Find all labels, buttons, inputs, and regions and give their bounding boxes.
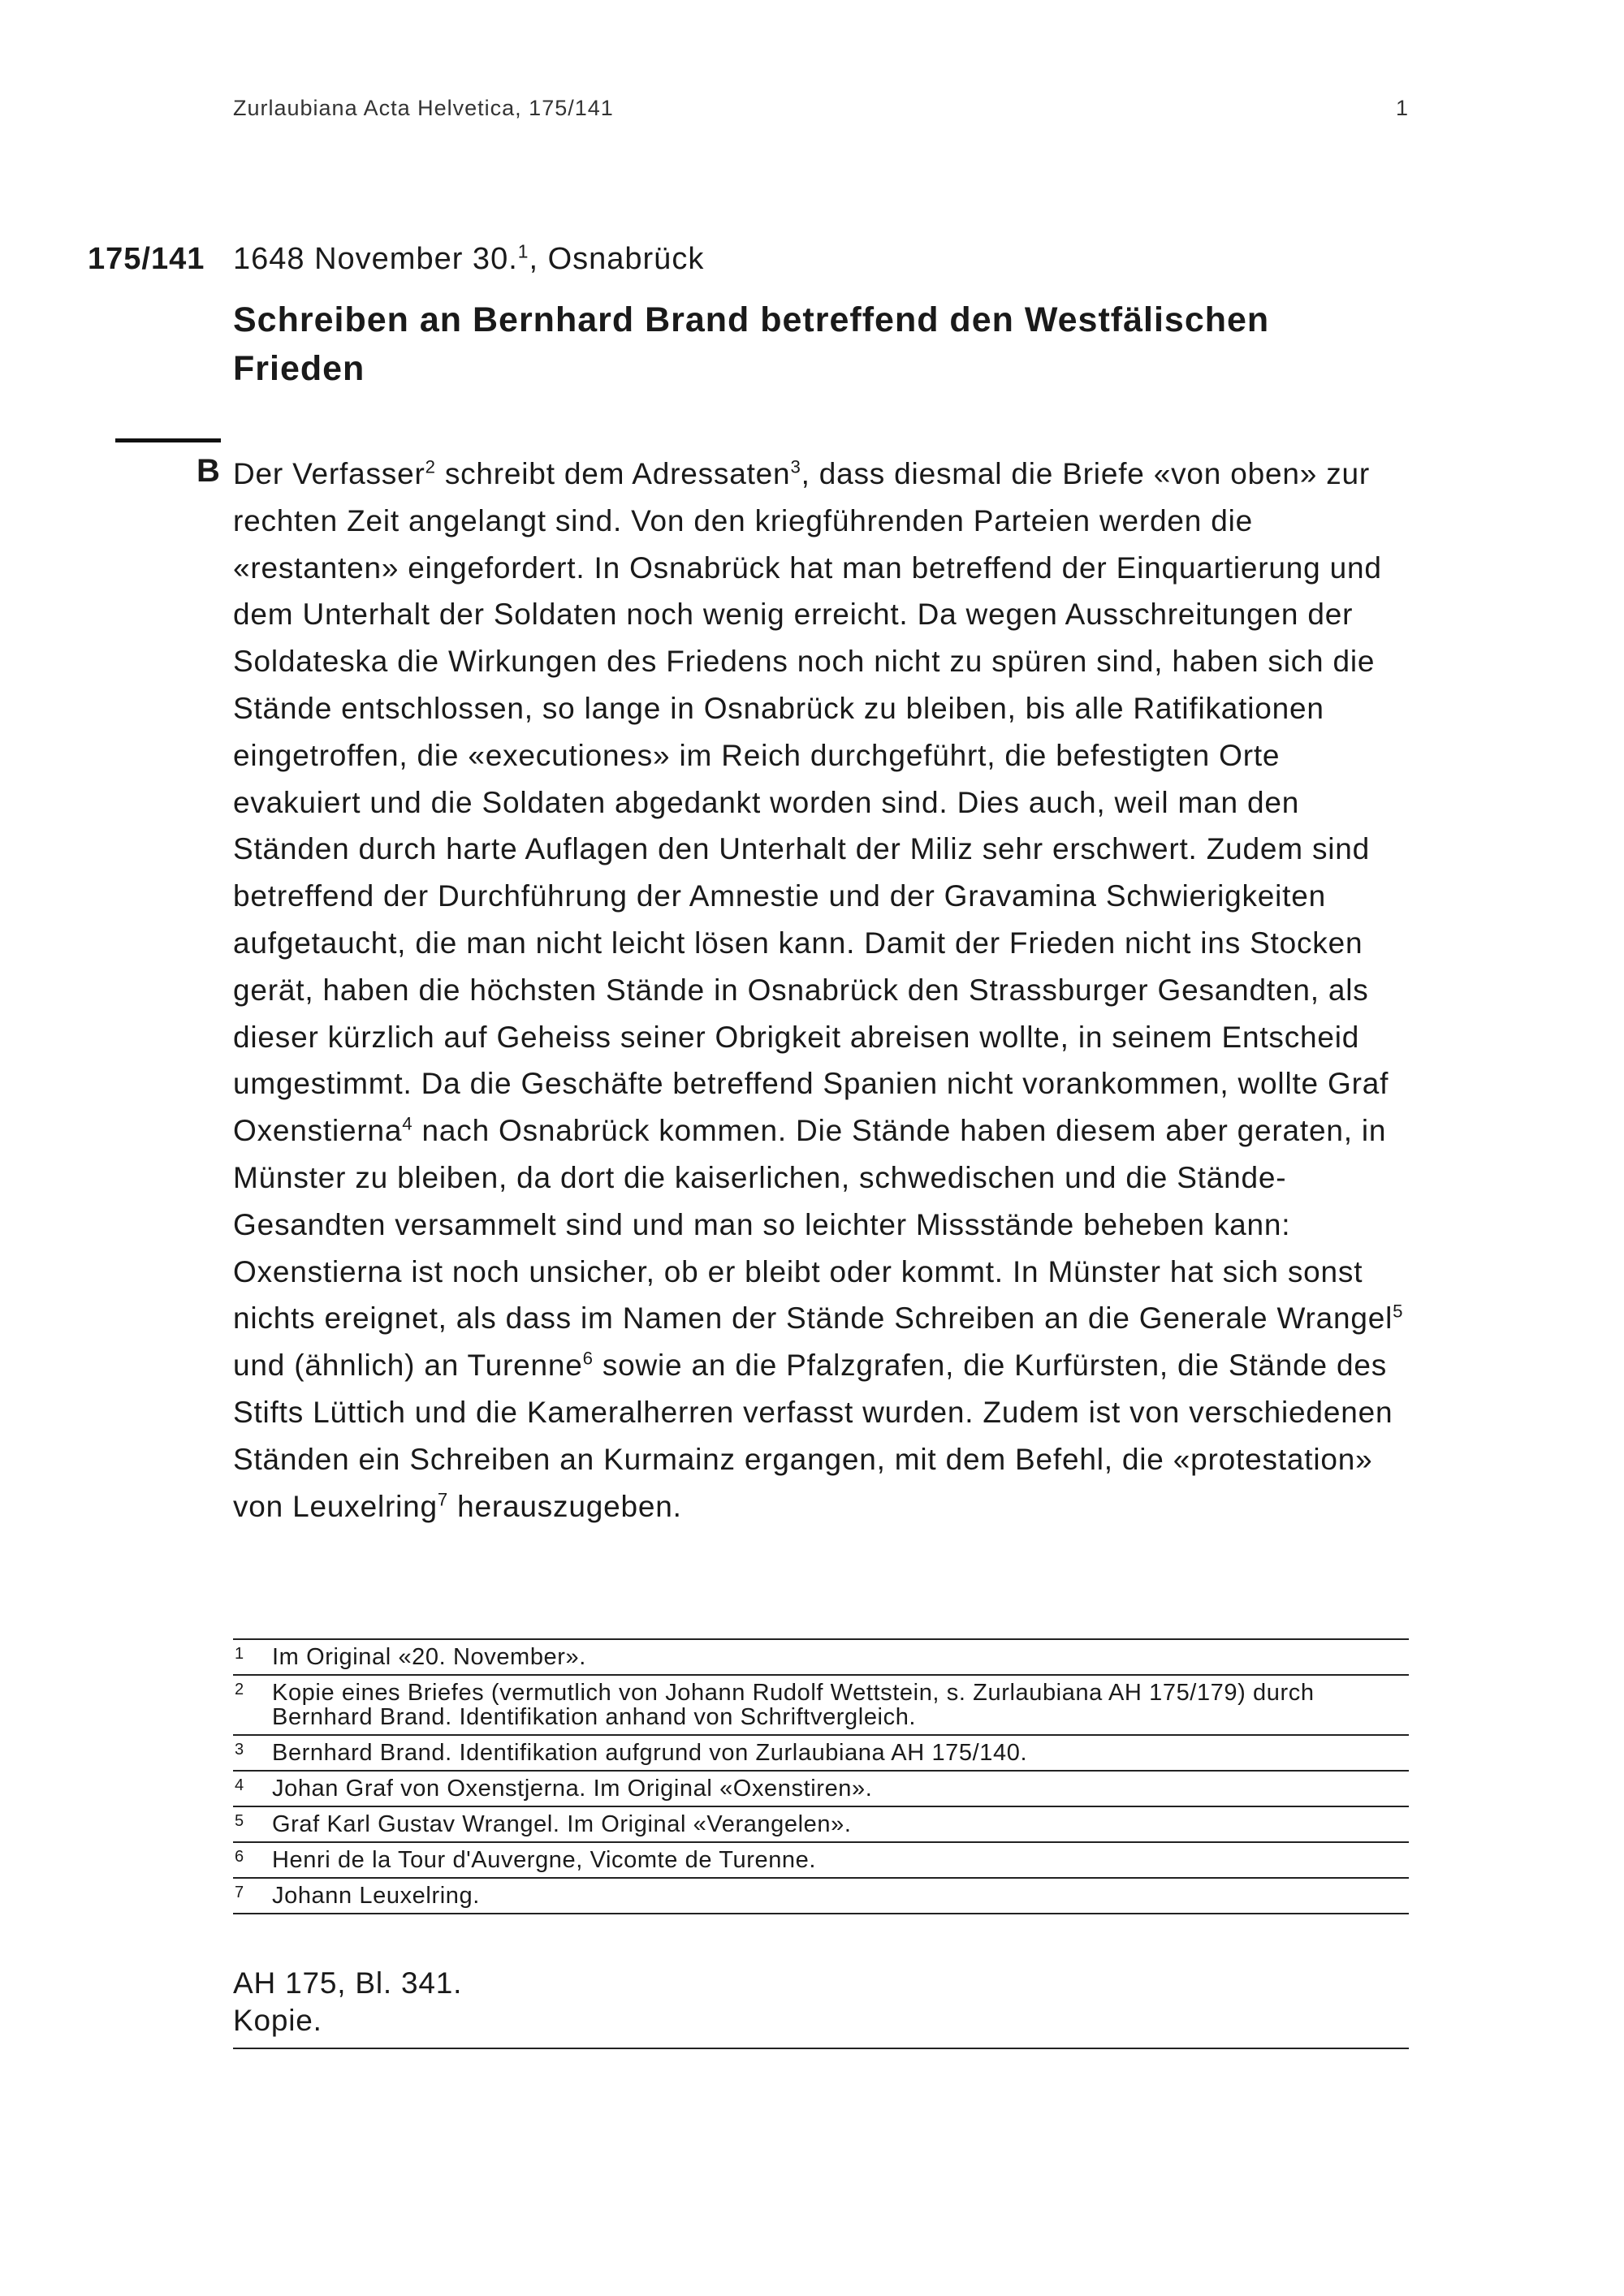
footnote-number: 5 bbox=[235, 1812, 244, 1830]
source-type: Kopie. bbox=[233, 2004, 322, 2037]
footnote-text: Johann Leuxelring. bbox=[272, 1883, 480, 1909]
footnote bbox=[233, 1807, 1409, 1843]
footnote-ref-4[interactable]: 4 bbox=[402, 1113, 413, 1134]
abstract-text: sowie an die Pfalzgrafen, die Kurfürsten, die Stände des Stifts Lüttich und die Kameralherren verfasst wurden. Zudem ist von verschiedenen Ständen ein Schreiben an Kurmainz ergangen, mit dem Befehl, die «protestation» von Leuxelring bbox=[233, 1349, 1393, 1523]
footnote-ref-1[interactable]: 1 bbox=[517, 240, 529, 262]
running-header bbox=[233, 96, 1409, 121]
abstract-text: herauszugeben. bbox=[448, 1489, 682, 1523]
section-marker: B bbox=[197, 453, 220, 489]
footnote-ref-7[interactable]: 7 bbox=[437, 1489, 449, 1510]
abstract-text: und (ähnlich) an Turenne bbox=[233, 1349, 583, 1383]
footnote bbox=[233, 1676, 1409, 1736]
footnote bbox=[233, 1772, 1409, 1807]
footnote-ref-6[interactable]: 6 bbox=[582, 1348, 594, 1369]
running-title: Zurlaubiana Acta Helvetica, 175/141 bbox=[233, 96, 614, 120]
footnote-ref-2[interactable]: 2 bbox=[425, 456, 436, 477]
abstract-text: , dass diesmal die Briefe «von oben» zur rechten Zeit angelangt sind. Von den kriegführenden Parteien werden die «restanten» eingefordert. In Osnabrück hat man betreffend der Einquartierung und dem Unterhalt der Soldaten noch wenig erreicht. Da wegen Ausschreitungen der Soldateska die Wirkungen des Friedens noch nicht zu spüren sind, haben sich die Stände entschlossen, so lange in Osnabrück zu bleiben, bis alle Ratifikationen eingetroffen, die «executiones» im Reich durchgeführt, die befestigten Orte evakuiert und die Soldaten abgedankt worden sind. Dies auch, weil man den Ständen durch harte Auflagen den Unterhalt der Miliz sehr erschwert. Zudem sind betreffend der Durchführung der Amnestie und der Gravamina Schwierigkeiten aufgetaucht, die man nicht leicht lösen kann. Damit der Frieden nicht ins Stocken gerät, haben die höchsten Stände in Osnabrück den Strassburger Gesandten, als dieser kürzlich auf Geheiss seiner Obrigkeit abreisen wollte, in seinem Entscheid umgestimmt. Da die Geschäfte betreffend Spanien nicht vorankommen, wollte Graf Oxenstierna bbox=[233, 457, 1389, 1148]
footnote bbox=[233, 1843, 1409, 1879]
footnote bbox=[233, 1640, 1409, 1676]
footnote-number: 2 bbox=[235, 1681, 244, 1698]
footnote-text: Im Original «20. November». bbox=[272, 1644, 586, 1670]
document-date bbox=[233, 242, 704, 277]
footnote-number: 3 bbox=[235, 1741, 244, 1759]
footnote-text: Henri de la Tour d'Auvergne, Vicomte de Turenne. bbox=[272, 1847, 817, 1873]
source-reference bbox=[233, 1965, 1409, 2049]
footnote-number: 6 bbox=[235, 1848, 244, 1866]
footnote-text: Kopie eines Briefes (vermutlich von Johann Rudolf Wettstein, s. Zurlaubiana AH 175/179) durch Bernhard Brand. Identifikation anhand von Schriftvergleich. bbox=[272, 1680, 1315, 1730]
footnotes-list bbox=[233, 1638, 1409, 1914]
source-location: AH 175, Bl. 341. bbox=[233, 1966, 463, 2000]
date-place: , Osnabrück bbox=[529, 242, 705, 276]
footnote-number: 4 bbox=[235, 1776, 244, 1794]
abstract-text: schreibt dem Adressaten bbox=[435, 457, 791, 490]
footnote bbox=[233, 1736, 1409, 1772]
document-title: Schreiben an Bernhard Brand betreffend den Westfälischen Frieden bbox=[233, 300, 1270, 388]
footnote-text: Bernhard Brand. Identifikation aufgrund von Zurlaubiana AH 175/140. bbox=[272, 1740, 1028, 1766]
page-number: 1 bbox=[1395, 96, 1409, 120]
section-divider bbox=[115, 438, 221, 442]
date-text: 1648 November 30. bbox=[233, 242, 518, 276]
footnote-ref-5[interactable]: 5 bbox=[1393, 1301, 1404, 1323]
footnote-number: 1 bbox=[235, 1645, 244, 1663]
footnote-number: 7 bbox=[235, 1884, 244, 1901]
abstract-text: nach Osnabrück kommen. Die Stände haben diesem aber geraten, in Münster zu bleiben, da dort die kaiserlichen, schwedischen und die Stände-Gesandten versammelt sind und man so leichter Missstände beheben kann: Oxenstierna ist noch unsicher, ob er bleibt oder kommt. In Münster hat sich sonst nichts ereignet, als dass im Namen der Stände Schreiben an die Generale Wrangel bbox=[233, 1114, 1393, 1336]
abstract-paragraph bbox=[233, 451, 1409, 1530]
footnote-text: Johan Graf von Oxenstjerna. Im Original «Oxenstiren». bbox=[272, 1776, 873, 1802]
document-number: 175/141 bbox=[88, 242, 205, 276]
footnote bbox=[233, 1879, 1409, 1914]
footnote-text: Graf Karl Gustav Wrangel. Im Original «Verangelen». bbox=[272, 1811, 852, 1837]
footnote-ref-3[interactable]: 3 bbox=[790, 456, 801, 477]
abstract-text: Der Verfasser bbox=[233, 457, 425, 490]
